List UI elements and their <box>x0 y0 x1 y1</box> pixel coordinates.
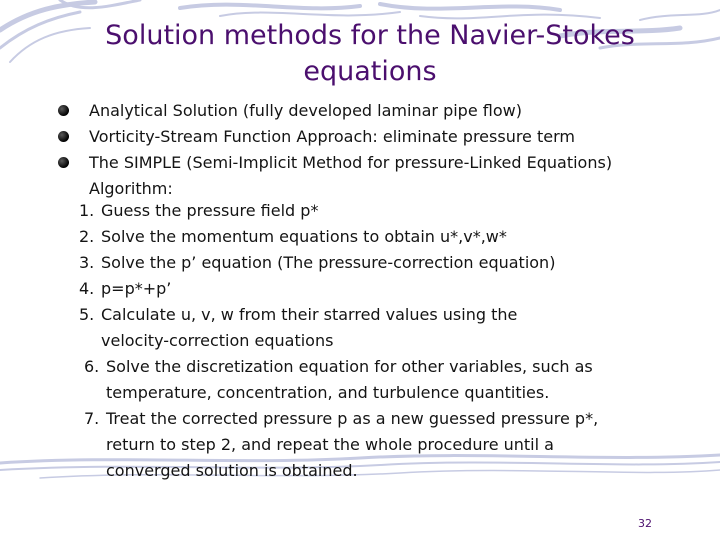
bullet-dot-icon <box>58 157 69 168</box>
step-continuation: temperature, concentration, and turbulence quantities. <box>106 383 550 402</box>
step-number: 6. <box>84 357 100 376</box>
bullet-dot-icon <box>58 105 69 116</box>
step-text: Guess the pressure field p* <box>101 201 319 220</box>
step-text: Solve the p’ equation (The pressure-correction equation) <box>101 253 556 272</box>
bullet-simple <box>56 150 696 202</box>
bullet-analytical <box>56 98 696 124</box>
bullet-text: The SIMPLE (Semi-Implicit Method for pressure-Linked Equations) Algorithm: <box>89 153 613 198</box>
slide-title: Solution methods for the Navier-Stokes equations <box>105 20 635 87</box>
bullet-dot-icon <box>58 131 69 142</box>
step-item <box>79 276 171 302</box>
step-continuation: return to step 2, and repeat the whole procedure until a <box>106 435 554 454</box>
step-item <box>84 354 593 406</box>
bullet-vorticity <box>56 124 696 150</box>
step-text: Calculate u, v, w from their starred values using the <box>101 305 518 324</box>
step-text: Treat the corrected pressure p as a new guessed pressure p*, <box>106 409 599 428</box>
step-item <box>79 198 318 224</box>
step-item <box>79 302 517 354</box>
bullet-text: Analytical Solution (fully developed laminar pipe flow) <box>89 101 522 120</box>
step-text: Solve the discretization equation for other variables, such as <box>106 357 593 376</box>
step-continuation: converged solution is obtained. <box>106 461 358 480</box>
bullet-list <box>56 98 696 202</box>
step-text: Solve the momentum equations to obtain u*,v*,w* <box>101 227 507 246</box>
step-continuation: velocity-correction equations <box>101 331 334 350</box>
step-number: 3. <box>79 253 95 272</box>
page-number: 32 <box>638 517 652 530</box>
step-number: 5. <box>79 305 95 324</box>
step-number: 4. <box>79 279 95 298</box>
step-item <box>79 224 507 250</box>
step-text: p=p*+p’ <box>101 279 172 298</box>
step-item <box>84 406 598 484</box>
bullet-text: Vorticity-Stream Function Approach: eliminate pressure term <box>89 127 575 146</box>
step-number: 7. <box>84 409 100 428</box>
step-number: 2. <box>79 227 95 246</box>
step-item <box>79 250 555 276</box>
step-number: 1. <box>79 201 95 220</box>
